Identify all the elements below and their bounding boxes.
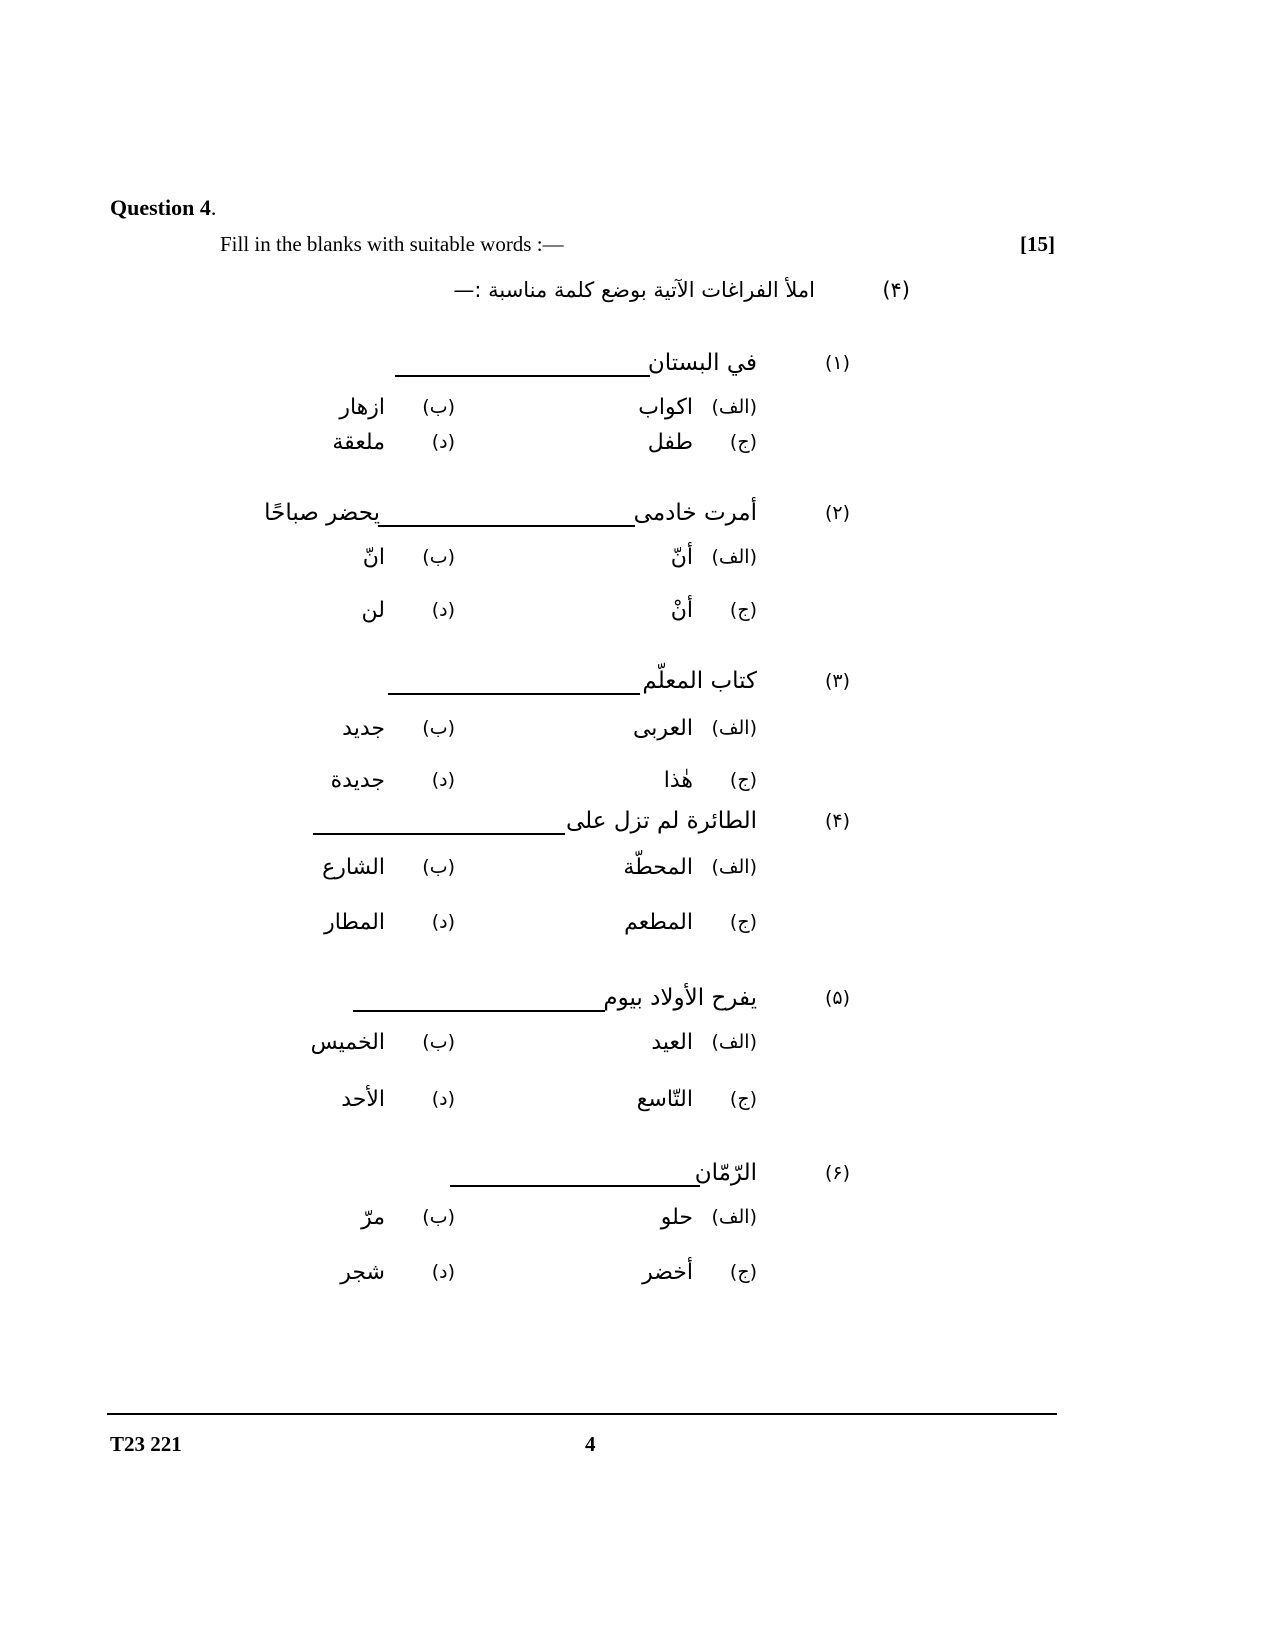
item-number: (۵) xyxy=(824,987,850,1009)
option-label: (ج) xyxy=(729,911,757,933)
option-text[interactable]: هٰذا xyxy=(663,768,693,793)
option-label: (ج) xyxy=(729,1088,757,1110)
option-text[interactable]: أنْ xyxy=(670,598,693,623)
option-text[interactable]: ملعقة xyxy=(332,430,385,455)
instruction-arabic: املأ الفراغات الآتية بوضع كلمة مناسبة :— xyxy=(453,278,815,302)
question-title xyxy=(110,195,216,221)
option-label: (الف) xyxy=(711,856,757,878)
option-text[interactable]: مرّ xyxy=(361,1205,385,1230)
footer-divider xyxy=(107,1413,1057,1415)
option-label: (ب) xyxy=(422,546,455,568)
question-label: Question 4 xyxy=(110,195,211,220)
answer-blank[interactable] xyxy=(313,833,565,835)
option-text[interactable]: طفل xyxy=(647,430,693,455)
item-stem-tail: يحضر صباحًا xyxy=(264,500,380,526)
option-text[interactable]: التّاسع xyxy=(636,1087,693,1112)
option-label: (ب) xyxy=(422,856,455,878)
instruction-english: Fill in the blanks with suitable words :— xyxy=(220,232,564,256)
item-number: (۲) xyxy=(824,502,850,524)
option-label: (ج) xyxy=(729,431,757,453)
answer-blank[interactable] xyxy=(395,375,650,377)
item-stem: كتاب المعلّم xyxy=(642,668,757,694)
page-number: 4 xyxy=(585,1432,596,1456)
option-label: (ج) xyxy=(729,769,757,791)
option-label: (ب) xyxy=(422,1206,455,1228)
item-stem: الطائرة لم تزل على xyxy=(566,808,757,834)
option-text[interactable]: المطار xyxy=(324,910,385,935)
item-number: (۴) xyxy=(824,810,850,832)
option-label: (د) xyxy=(431,911,455,933)
option-label: (الف) xyxy=(711,1031,757,1053)
item-number: (۳) xyxy=(824,670,850,692)
option-text[interactable]: جديدة xyxy=(330,768,385,793)
option-label: (ب) xyxy=(422,396,455,418)
option-text[interactable]: حلو xyxy=(660,1205,693,1230)
option-label: (د) xyxy=(431,1088,455,1110)
option-text[interactable]: العربی xyxy=(632,716,693,741)
item-number: (۱) xyxy=(824,352,850,374)
option-text[interactable]: المحطّة xyxy=(623,855,693,880)
option-text[interactable]: انّ xyxy=(362,545,385,570)
option-label: (د) xyxy=(431,599,455,621)
option-label: (الف) xyxy=(711,546,757,568)
option-text[interactable]: أنّ xyxy=(670,545,693,570)
item-number: (۶) xyxy=(824,1162,850,1184)
marks-badge: [15] xyxy=(1020,232,1055,256)
option-label: (ب) xyxy=(422,1031,455,1053)
option-text[interactable]: المطعم xyxy=(624,910,693,935)
paper-code: T23 221 xyxy=(110,1432,182,1456)
item-stem: يفرح الأولاد بيوم xyxy=(603,985,757,1011)
question-dot: . xyxy=(210,195,217,220)
option-text[interactable]: الأحد xyxy=(341,1087,385,1112)
item-stem: أمرت خادمی xyxy=(633,500,757,526)
option-label: (د) xyxy=(431,431,455,453)
option-text[interactable]: لن xyxy=(361,598,385,623)
option-text[interactable]: الخميس xyxy=(310,1030,385,1055)
option-text[interactable]: ازهار xyxy=(339,395,385,420)
option-text[interactable]: اکواب xyxy=(638,395,693,420)
instruction-arabic-number: (۴) xyxy=(882,278,910,302)
option-label: (ج) xyxy=(729,1261,757,1283)
option-text[interactable]: العيد xyxy=(651,1030,693,1055)
option-label: (الف) xyxy=(711,396,757,418)
item-stem: الرّمّان xyxy=(694,1160,757,1186)
option-text[interactable]: أخضر xyxy=(642,1260,693,1285)
answer-blank[interactable] xyxy=(388,693,640,695)
answer-blank[interactable] xyxy=(378,525,635,527)
answer-blank[interactable] xyxy=(353,1010,605,1012)
option-label: (الف) xyxy=(711,1206,757,1228)
item-stem: في البستان xyxy=(647,350,757,376)
option-text[interactable]: جديد xyxy=(342,716,385,741)
option-label: (د) xyxy=(431,769,455,791)
option-label: (ج) xyxy=(729,599,757,621)
option-text[interactable]: شجر xyxy=(340,1260,385,1285)
option-label: (د) xyxy=(431,1261,455,1283)
option-label: (الف) xyxy=(711,717,757,739)
answer-blank[interactable] xyxy=(450,1185,700,1187)
option-label: (ب) xyxy=(422,717,455,739)
option-text[interactable]: الشارع xyxy=(322,855,385,880)
